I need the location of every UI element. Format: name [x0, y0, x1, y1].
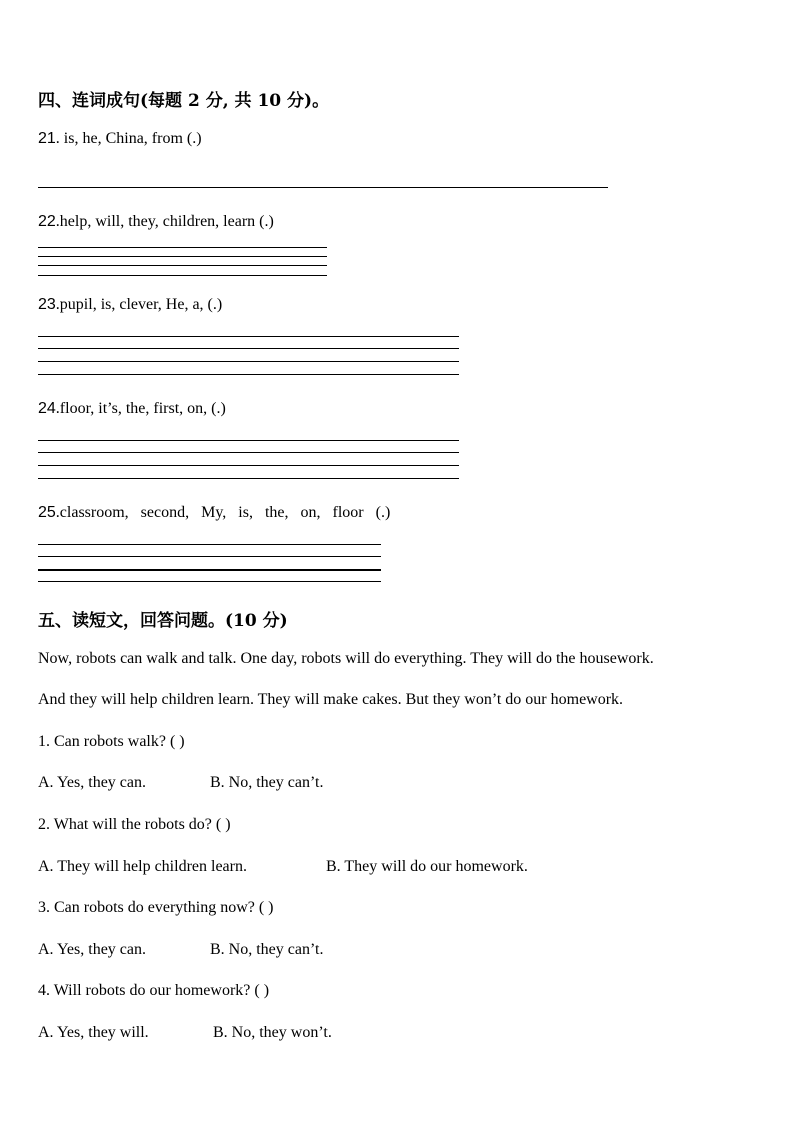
reading-question-2: 2. What will the robots do? ( ) [38, 816, 231, 833]
question-25 [38, 504, 390, 522]
answer-line[interactable] [38, 465, 459, 466]
answer-line[interactable] [38, 275, 327, 276]
question-number: 24 [38, 400, 56, 417]
option-b: B. They will do our homework. [326, 858, 528, 875]
reading-question-4: 4. Will robots do our homework? ( ) [38, 982, 270, 999]
reading-question-1: 1. Can robots walk? ( ) [38, 733, 185, 750]
option-a: A. Yes, they will. [38, 1024, 149, 1041]
option-b: B. No, they can’t. [210, 941, 324, 958]
question-24 [38, 400, 226, 418]
question-23 [38, 296, 222, 314]
question-text: . is, he, China, from (.) [55, 130, 202, 147]
question-number: 22 [38, 213, 56, 230]
answer-line[interactable] [38, 348, 459, 349]
option-a: A. Yes, they can. [38, 774, 146, 791]
option-a: A. They will help children learn. [38, 858, 247, 875]
option-b: B. No, they won’t. [213, 1024, 332, 1041]
option-b: B. No, they can’t. [210, 774, 324, 791]
reading-question-3: 3. Can robots do everything now? ( ) [38, 899, 274, 916]
answer-line[interactable] [38, 556, 381, 557]
answer-line[interactable] [38, 581, 381, 582]
answer-line[interactable] [38, 569, 381, 571]
passage-line: And they will help children learn. They will make cakes. But they won’t do our homework. [38, 691, 624, 708]
passage-line: Now, robots can walk and talk. One day, robots will do everything. They will do the housework. [38, 650, 654, 667]
answer-line[interactable] [38, 247, 327, 248]
section-4-heading: 四、连词成句(每题 2 分, 共 10 分)。 [38, 91, 330, 111]
question-22 [38, 213, 274, 231]
section-5-heading: 五、读短文，回答问题。(10 分) [38, 611, 288, 631]
question-text: .pupil, is, clever, He, a, (.) [55, 296, 223, 313]
question-text: .help, will, they, children, learn (.) [55, 213, 274, 230]
option-a: A. Yes, they can. [38, 941, 146, 958]
question-text: .classroom, second, My, is, the, on, floor (.) [55, 504, 391, 521]
answer-line[interactable] [38, 256, 327, 257]
answer-line[interactable] [38, 265, 327, 266]
question-number: 21 [38, 130, 56, 147]
answer-line[interactable] [38, 478, 459, 479]
answer-line[interactable] [38, 544, 381, 545]
answer-line[interactable] [38, 187, 608, 188]
question-text: .floor, it’s, the, first, on, (.) [55, 400, 226, 417]
answer-line[interactable] [38, 452, 459, 453]
question-21 [38, 130, 202, 148]
answer-line[interactable] [38, 440, 459, 441]
answer-line[interactable] [38, 361, 459, 362]
answer-line[interactable] [38, 374, 459, 375]
question-number: 23 [38, 296, 56, 313]
question-number: 25 [38, 504, 56, 521]
answer-line[interactable] [38, 336, 459, 337]
